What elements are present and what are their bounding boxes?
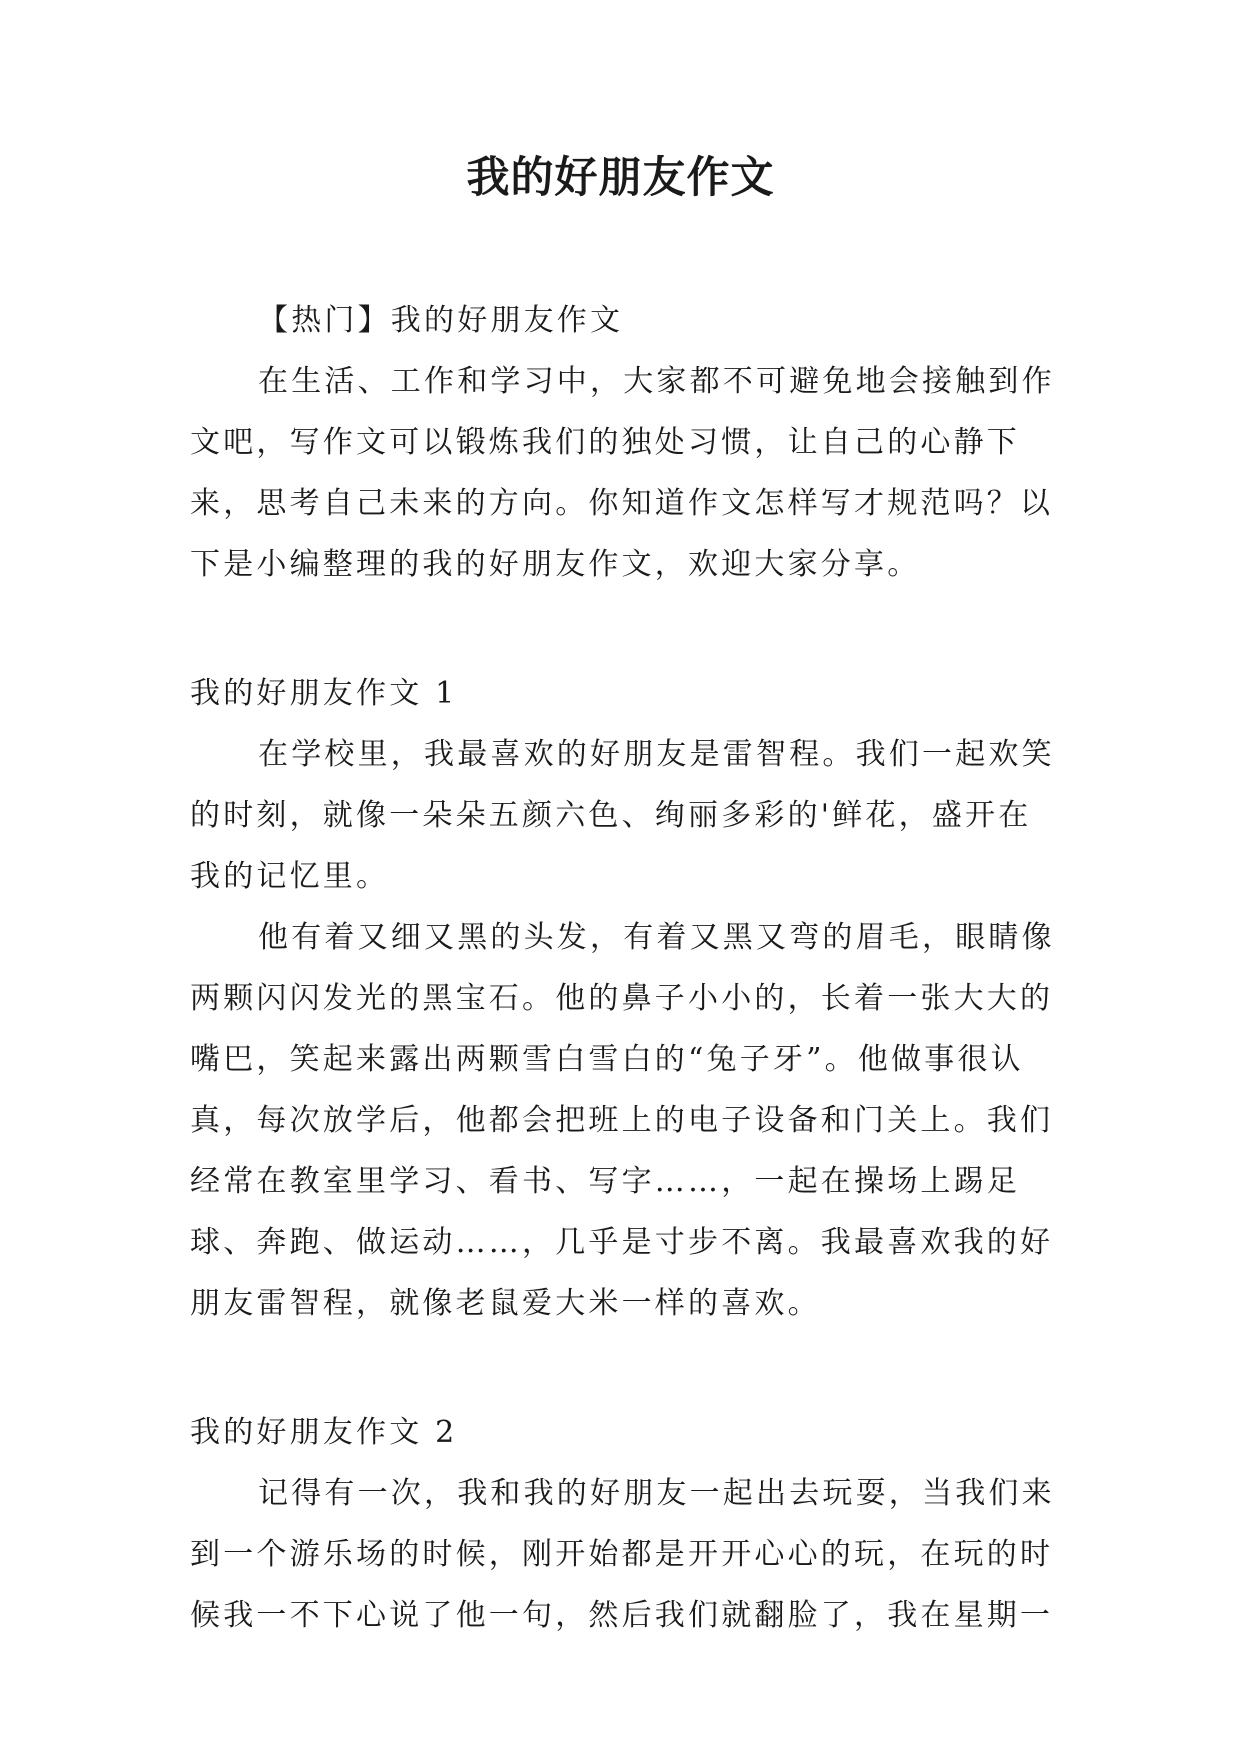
intro-paragraph: 在生活、工作和学习中，大家都不可避免地会接触到作文吧，写作文可以锻炼我们的独处习惯，让自己的心静下来，思考自己未来的方向。你知道作文怎样写才规范吗？以下是小编整理的我的好朋友作文，欢迎大家分享。 (190, 364, 1055, 582)
section-1-paragraph-1: 在学校里，我最喜欢的好朋友是雷智程。我们一起欢笑的时刻，就像一朵朵五颜六色、绚丽多彩的'鲜花，盛开在我的记忆里。 (190, 737, 1055, 894)
section-2-heading: 我的好朋友作文 2 (190, 1415, 458, 1450)
document-title: 我的好朋友作文 (466, 153, 775, 203)
lead-line: 【热门】我的好朋友作文 (258, 303, 624, 338)
section-2-paragraph-1: 记得有一次，我和我的好朋友一起出去玩耍，当我们来到一个游乐场的时候，刚开始都是开开心心的玩，在玩的时候我一不下心说了他一句，然后我们就翻脸了，我在星期一 (190, 1476, 1055, 1633)
section-1-heading: 我的好朋友作文 1 (190, 676, 458, 711)
section-spacer (190, 595, 1060, 663)
section-spacer (190, 1334, 1060, 1402)
document-body (190, 290, 1060, 1646)
section-1-paragraph-2: 他有着又细又黑的头发，有着又黑又弯的眉毛，眼睛像两颗闪闪发光的黑宝石。他的鼻子小小的，长着一张大大的嘴巴，笑起来露出两颗雪白雪白的“兔子牙”。他做事很认真，每次放学后，他都会把班上的电子设备和门关上。我们经常在教室里学习、看书、写字……，一起在操场上踢足球、奔跑、做运动……，几乎是寸步不离。我最喜欢我的好朋友雷智程，就像老鼠爱大米一样的喜欢。 (190, 920, 1055, 1321)
